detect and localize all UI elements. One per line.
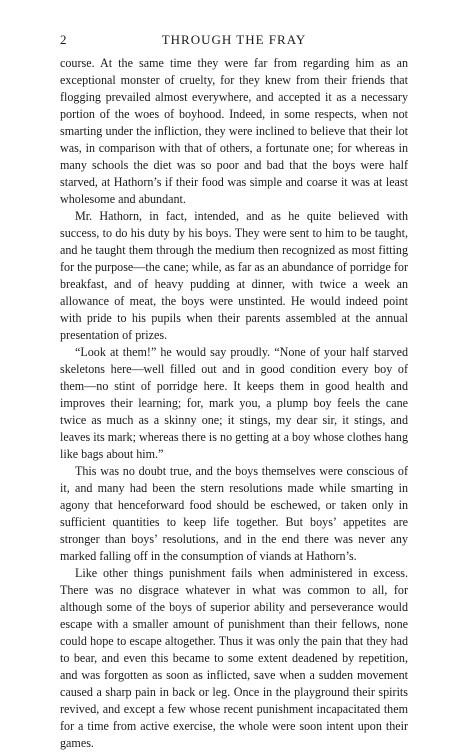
running-head — [60, 32, 408, 48]
paragraph: This was no doubt true, and the boys themselves were conscious of it, and many had been the stern resolutions made while smarting in agony that henceforward food should be eschewed, or taken only in sufficient quantities to keep life together. But boys’ appetites are stronger than boys’ resolutions, and in the end there was never any marked falling off in the consumption of viands at Hathorn’s. — [60, 464, 408, 563]
body-text — [60, 55, 408, 752]
book-title: THROUGH THE FRAY — [161, 32, 307, 47]
paragraph: Mr. Hathorn, in fact, intended, and as he quite believed with success, to do his duty by his boys. They were sent to him to be taught, and he taught them through the medium then recognized as most fitting for the purpose—the cane; while, as far as an abundance of porridge for breakfast, and of heavy pudding at dinner, with twice a week an allowance of meat, the boys were unstinted. He would indeed point with pride to his pupils when their parents assembled at the annual presentation of prizes. — [60, 209, 408, 342]
paragraph: “Look at them!” he would say proudly. “None of your half starved skeletons here—well filled out and in good condition every boy of them—no stint of porridge here. It keeps them in good health and improves their learning; for, mark you, a plump boy feels the cane twice as much as a skinny one; it stings, my dear sir, it stings, and leaves its mark; whereas there is no getting at a boy whose clothes hang like bags about him.” — [60, 345, 408, 461]
paragraph: course. At the same time they were far from regarding him as an exceptional monster of cruelty, for they knew from their friends that flogging prevailed almost everywhere, and accepted it as a necessary portion of the woes of boyhood. Indeed, in some respects, when not smarting under the infliction, they were inclined to believe that their lot was, in comparison with that of others, a fortunate one; for whereas in many schools the diet was so poor and bad that the boys were half starved, at Hathorn’s if their food was simple and coarse it was at least wholesome and abundant. — [60, 56, 408, 206]
page-number: 2 — [60, 32, 67, 47]
paragraph: Like other things punishment fails when administered in excess. There was no disgrace whatever in what was common to all, for although some of the boys of superior ability and perseverance would escape with a smaller amount of punishment than their fellows, none could hope to escape altogether. Thus it was only the pain that they had to bear, and even this became to some extent deadened by repetition, and was forgotten as soon as inflicted, save when a sudden movement caused a sharp pain in back or leg. Once in the playground their spirits revived, and except a few whose recent punishment incapacitated them for a time from active exercise, the whole were soon intent upon their games. — [60, 566, 408, 750]
